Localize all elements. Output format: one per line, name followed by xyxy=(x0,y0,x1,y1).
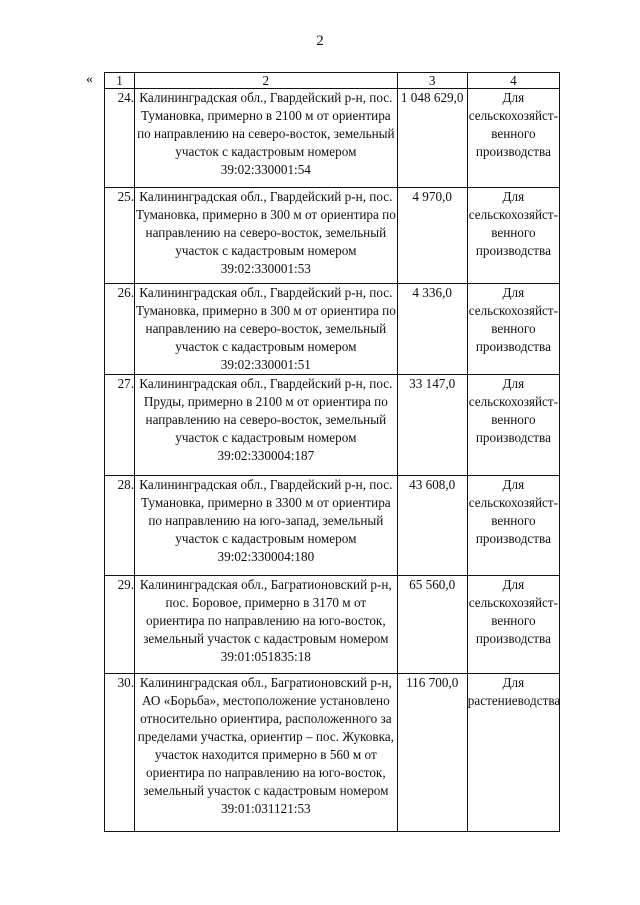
plot-purpose: Для сельскохозяйст-венного производства xyxy=(467,284,559,375)
table-row xyxy=(105,188,560,284)
plot-purpose: Для сельскохозяйст-венного производства xyxy=(467,89,559,188)
column-header-4: 4 xyxy=(467,73,559,89)
table-row xyxy=(105,576,560,674)
row-number: 27. xyxy=(105,375,135,476)
plot-description: Калининградская обл., Гвардейский р-н, пос. Тумановка, примерно в 3300 м от ориентира по направлению на юго-запад, земельный участок с кадастровым номером 39:02:330004:180 xyxy=(135,476,398,576)
row-number: 30. xyxy=(105,674,135,832)
plot-area: 1 048 629,0 xyxy=(397,89,467,188)
row-number: 26. xyxy=(105,284,135,375)
table-row xyxy=(105,375,560,476)
plot-purpose: Для сельскохозяйст-венного производства xyxy=(467,375,559,476)
plot-area: 4 336,0 xyxy=(397,284,467,375)
plot-description: Калининградская обл., Гвардейский р-н, пос. Тумановка, примерно в 300 м от ориентира по направлению на северо-восток, земельный участок с кадастровым номером 39:02:330001:51 xyxy=(135,284,398,375)
table-header-row xyxy=(105,73,560,89)
table-row xyxy=(105,476,560,576)
plot-purpose: Для растениеводства xyxy=(467,674,559,832)
plot-description: Калининградская обл., Гвардейский р-н, пос. Тумановка, примерно в 300 м от ориентира по направлению на северо-восток, земельный участок с кадастровым номером 39:02:330001:53 xyxy=(135,188,398,284)
plot-description: Калининградская обл., Гвардейский р-н, пос. Тумановка, примерно в 2100 м от ориентира по направлению на северо-восток, земельный участок с кадастровым номером 39:02:330001:54 xyxy=(135,89,398,188)
opening-quote-mark: « xyxy=(86,72,93,87)
plot-purpose: Для сельскохозяйст-венного производства xyxy=(467,576,559,674)
plot-purpose: Для сельскохозяйст-венного производства xyxy=(467,188,559,284)
column-header-3: 3 xyxy=(397,73,467,89)
table-row xyxy=(105,674,560,832)
plot-area: 65 560,0 xyxy=(397,576,467,674)
row-number: 24. xyxy=(105,89,135,188)
plot-description: Калининградская обл., Багратионовский р-н, АО «Борьба», местоположение установлено относительно ориентира, расположенного за пределами участка, ориентир – пос. Жуковка, участок находится примерно в 560 м от ориентира по направлению на юго-восток, земельный участок с кадастровым номером 39:01:031121:53 xyxy=(135,674,398,832)
column-header-1: 1 xyxy=(105,73,135,89)
plot-description: Калининградская обл., Багратионовский р-н, пос. Боровое, примерно в 3170 м от ориентира по направлению на юго-восток, земельный участок с кадастровым номером 39:01:051835:18 xyxy=(135,576,398,674)
plot-area: 43 608,0 xyxy=(397,476,467,576)
plot-area: 4 970,0 xyxy=(397,188,467,284)
column-header-2: 2 xyxy=(135,73,398,89)
row-number: 29. xyxy=(105,576,135,674)
plot-purpose: Для сельскохозяйст-венного производства xyxy=(467,476,559,576)
plot-area: 116 700,0 xyxy=(397,674,467,832)
plot-description: Калининградская обл., Гвардейский р-н, пос. Пруды, примерно в 2100 м от ориентира по направлению на северо-восток, земельный участок с кадастровым номером 39:02:330004:187 xyxy=(135,375,398,476)
plot-area: 33 147,0 xyxy=(397,375,467,476)
page-number: 2 xyxy=(316,33,324,49)
row-number: 28. xyxy=(105,476,135,576)
table-row xyxy=(105,89,560,188)
table-row xyxy=(105,284,560,375)
land-plots-table xyxy=(104,72,560,832)
row-number: 25. xyxy=(105,188,135,284)
